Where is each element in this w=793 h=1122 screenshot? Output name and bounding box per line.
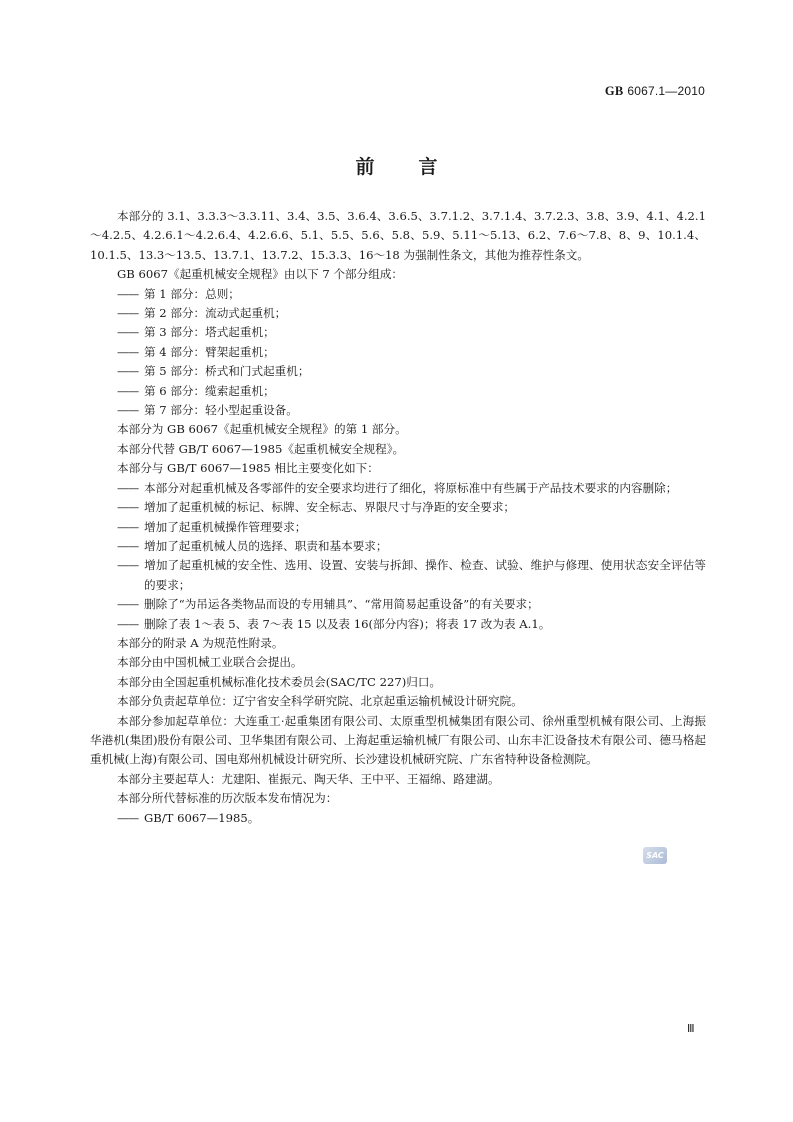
dash-mark: —— bbox=[117, 558, 139, 573]
dash-mark: —— bbox=[117, 403, 139, 418]
dash-mark: —— bbox=[117, 810, 139, 825]
list-item: —— GB/T 6067—1985。 bbox=[90, 809, 706, 828]
list-item: —— 增加了起重机械的标记、标牌、安全标志、界限尺寸与净距的安全要求； bbox=[90, 498, 706, 517]
list-item: —— 增加了起重机械操作管理要求； bbox=[90, 518, 706, 537]
list-item: —— 第 3 部分：塔式起重机； bbox=[90, 323, 706, 342]
dash-mark: —— bbox=[117, 364, 139, 379]
list-item: —— 删除了“为吊运各类物品而设的专用辅具”、“常用简易起重设备”的有关要求； bbox=[90, 595, 706, 614]
page-title: 前言 bbox=[355, 156, 482, 178]
dash-mark: —— bbox=[117, 344, 139, 359]
drafters-paragraph: 本部分主要起草人：尤建阳、崔振元、陶天华、王中平、王福绵、路建湖。 bbox=[117, 771, 500, 786]
parts-list bbox=[90, 285, 706, 421]
list-item: —— 第 1 部分：总则； bbox=[90, 285, 706, 304]
standard-prefix: GB bbox=[604, 84, 624, 98]
is-part-paragraph: 本部分为 GB 6067《起重机械安全规程》的第 1 部分。 bbox=[117, 422, 407, 437]
list-item: —— 第 4 部分：臂架起重机； bbox=[90, 343, 706, 362]
list-item: —— 增加了起重机械的安全性、选用、设置、安装与拆卸、操作、检查、试验、维护与修理、使用状态安全评估等的要求； bbox=[117, 558, 706, 592]
dash-mark: —— bbox=[117, 325, 139, 340]
standard-number bbox=[605, 84, 705, 99]
dash-mark: —— bbox=[117, 597, 139, 612]
list-item: —— 本部分对起重机械及各零部件的安全要求均进行了细化，将原标准中有些属于产品技术要求的内容删除； bbox=[90, 479, 706, 498]
history-list bbox=[90, 809, 706, 828]
dash-mark: —— bbox=[117, 538, 139, 553]
list-item: —— 删除了表 1～表 5、表 7～表 15 以及表 16(部分内容)；将表 17 改为表 A.1。 bbox=[90, 615, 706, 634]
list-item: —— 第 5 部分：桥式和门式起重机； bbox=[90, 362, 706, 381]
replaces-paragraph: 本部分代替 GB/T 6067—1985《起重机械安全规程》。 bbox=[117, 441, 405, 456]
dash-mark: —— bbox=[117, 500, 139, 515]
list-item: —— 第 6 部分：缆索起重机； bbox=[90, 382, 706, 401]
list-item: —— 第 2 部分：流动式起重机； bbox=[90, 304, 706, 323]
history-intro: 本部分所代替标准的历次版本发布情况为： bbox=[117, 791, 338, 806]
foreword-body bbox=[90, 207, 706, 828]
standard-code: 6067.1—2010 bbox=[627, 84, 705, 98]
dash-mark: —— bbox=[117, 306, 139, 321]
dash-mark: —— bbox=[117, 616, 139, 631]
sac-watermark-logo: SAC bbox=[643, 847, 667, 864]
drafting-participants-paragraph: 本部分参加起草单位：大连重工·起重集团有限公司、太原重型机械集团有限公司、徐州重型机械有限公司、上海振华港机(集团)股份有限公司、卫华集团有限公司、上海起重运输机械厂有限公司、山东丰汇设备技术有限公司、德马格起重机械(上海)有限公司、国电郑州机械设计研究所、长沙建设机械研究院、广东省特种设备检测院。 bbox=[90, 713, 706, 767]
changes-list bbox=[90, 479, 706, 634]
proposed-by-paragraph: 本部分由中国机械工业联合会提出。 bbox=[117, 655, 303, 670]
list-item: —— 第 7 部分：轻小型起重设备。 bbox=[90, 401, 706, 420]
dash-mark: —— bbox=[117, 519, 139, 534]
mandatory-clauses-paragraph: 本部分的 3.1、3.3.3～3.3.11、3.4、3.5、3.6.4、3.6.5、3.7.1.2、3.7.1.4、3.7.2.3、3.8、3.9、4.1、4.2.1～4.2.5、4.2.6.1～4.2.6.4、4.2.6.6、5.1、5.5、5.6、5.8、5.9、5.11～5.13、6.2、7.6～7.8、8、9、10.1.4、10.1.5、13.3～13.5、13.7.1、13.7.2、15.3.3、16～18 为强制性条文，其他为推荐性条文。 bbox=[90, 209, 706, 262]
composition-intro: GB 6067《起重机械安全规程》由以下 7 个部分组成： bbox=[117, 267, 404, 282]
centralized-by-paragraph: 本部分由全国起重机械标准化技术委员会(SAC/TC 227)归口。 bbox=[117, 674, 442, 689]
dash-mark: —— bbox=[117, 480, 139, 495]
changes-intro: 本部分与 GB/T 6067—1985 相比主要变化如下： bbox=[117, 461, 379, 476]
dash-mark: —— bbox=[117, 286, 139, 301]
drafting-lead-paragraph: 本部分负责起草单位：辽宁省安全科学研究院、北京起重运输机械设计研究院。 bbox=[117, 694, 523, 709]
annex-paragraph: 本部分的附录 A 为规范性附录。 bbox=[117, 635, 284, 650]
dash-mark: —— bbox=[117, 383, 139, 398]
list-item: —— 增加了起重机械人员的选择、职责和基本要求； bbox=[90, 537, 706, 556]
page-number: Ⅲ bbox=[687, 1023, 694, 1035]
